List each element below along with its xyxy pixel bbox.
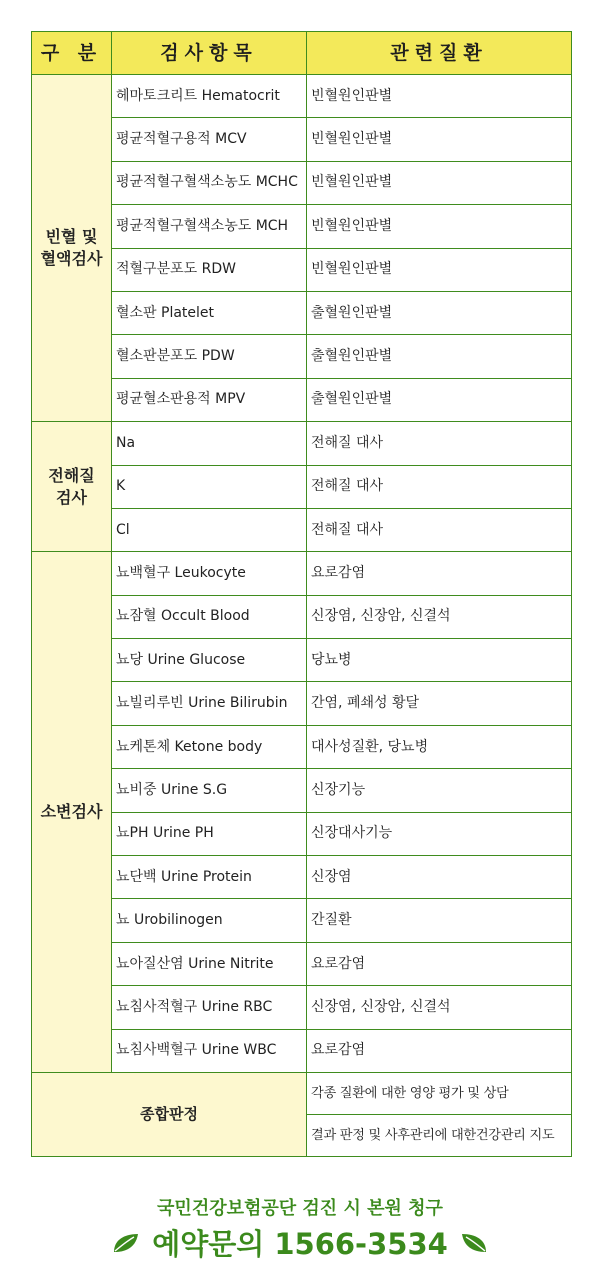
exam-table — [31, 31, 572, 1157]
related-disease: 당뇨병 — [307, 639, 572, 682]
table-row — [32, 769, 572, 812]
overall-judgment-detail: 결과 판정 및 사후관리에 대한건강관리 지도 — [307, 1114, 572, 1156]
table-row — [32, 1072, 572, 1114]
category-label: 빈혈 및 — [45, 227, 98, 247]
test-item: 뇨당 Urine Glucose — [112, 639, 307, 682]
test-item: 뇨침사백혈구 Urine WBC — [112, 1029, 307, 1072]
related-disease: 전해질 대사 — [307, 508, 572, 551]
table-row — [32, 942, 572, 985]
test-item: 뇨빌리루빈 Urine Bilirubin — [112, 682, 307, 725]
category-label: 혈액검사 — [40, 249, 103, 269]
related-disease: 신장기능 — [307, 769, 572, 812]
test-item: 뇨PH Urine PH — [112, 812, 307, 855]
test-item: 헤마토크리트 Hematocrit — [112, 75, 307, 118]
table-row — [32, 335, 572, 378]
table-row — [32, 161, 572, 204]
table-row — [32, 595, 572, 638]
table-row — [32, 725, 572, 768]
related-disease: 요로감염 — [307, 552, 572, 595]
test-item: 평균혈소판용적 MPV — [112, 378, 307, 421]
reservation-line — [0, 1222, 600, 1263]
related-disease: 빈혈원인판별 — [307, 161, 572, 204]
table-row — [32, 422, 572, 465]
test-item: 평균적혈구용적 MCV — [112, 118, 307, 161]
test-item: 뇨단백 Urine Protein — [112, 856, 307, 899]
test-item: 뇨침사적혈구 Urine RBC — [112, 986, 307, 1029]
test-item: 뇨아질산염 Urine Nitrite — [112, 942, 307, 985]
test-item: 혈소판 Platelet — [112, 291, 307, 334]
test-item: K — [112, 465, 307, 508]
test-item: 혈소판분포도 PDW — [112, 335, 307, 378]
related-disease: 전해질 대사 — [307, 422, 572, 465]
related-disease: 신장염 — [307, 856, 572, 899]
related-disease: 요로감염 — [307, 942, 572, 985]
table-row — [32, 291, 572, 334]
related-disease: 출혈원인판별 — [307, 335, 572, 378]
table-row — [32, 899, 572, 942]
category-cell — [32, 422, 112, 552]
header-category: 구 분 — [32, 32, 112, 75]
related-disease: 출혈원인판별 — [307, 378, 572, 421]
related-disease: 신장대사기능 — [307, 812, 572, 855]
reservation-phone[interactable]: 예약문의 1566-3534 — [152, 1227, 448, 1261]
table-row — [32, 986, 572, 1029]
header-item: 검사항목 — [112, 32, 307, 75]
related-disease: 빈혈원인판별 — [307, 248, 572, 291]
table-row — [32, 552, 572, 595]
test-item: 적혈구분포도 RDW — [112, 248, 307, 291]
category-label: 소변검사 — [40, 802, 103, 822]
category-cell — [32, 75, 112, 422]
insurance-note: 국민건강보험공단 검진 시 본원 청구 — [157, 1198, 443, 1219]
overall-judgment-label: 종합판정 — [32, 1072, 307, 1156]
test-item: 뇨백혈구 Leukocyte — [112, 552, 307, 595]
related-disease: 간염, 폐쇄성 황달 — [307, 682, 572, 725]
table-row — [32, 812, 572, 855]
related-disease: 간질환 — [307, 899, 572, 942]
test-item: 뇨잠혈 Occult Blood — [112, 595, 307, 638]
table-header-row — [32, 32, 572, 75]
test-item: 평균적혈구혈색소농도 MCH — [112, 205, 307, 248]
related-disease: 신장염, 신장암, 신결석 — [307, 986, 572, 1029]
table-row — [32, 378, 572, 421]
related-disease: 전해질 대사 — [307, 465, 572, 508]
table-row — [32, 205, 572, 248]
table-row — [32, 248, 572, 291]
test-item: Na — [112, 422, 307, 465]
table-row — [32, 465, 572, 508]
related-disease: 빈혈원인판별 — [307, 205, 572, 248]
test-item: 평균적혈구혈색소농도 MCHC — [112, 161, 307, 204]
test-item: Cl — [112, 508, 307, 551]
category-label: 전해질 — [48, 465, 95, 485]
leaf-icon — [460, 1232, 488, 1254]
table-row — [32, 75, 572, 118]
category-label: 검사 — [56, 487, 87, 507]
related-disease: 빈혈원인판별 — [307, 118, 572, 161]
table-row — [32, 1029, 572, 1072]
table-row — [32, 856, 572, 899]
test-item: 뇨케톤체 Ketone body — [112, 725, 307, 768]
category-cell — [32, 552, 112, 1073]
related-disease: 신장염, 신장암, 신결석 — [307, 595, 572, 638]
related-disease: 요로감염 — [307, 1029, 572, 1072]
table-row — [32, 508, 572, 551]
test-item: 뇨비중 Urine S.G — [112, 769, 307, 812]
table-row — [32, 118, 572, 161]
header-disease: 관련질환 — [307, 32, 572, 75]
related-disease: 대사성질환, 당뇨병 — [307, 725, 572, 768]
related-disease: 빈혈원인판별 — [307, 75, 572, 118]
table-row — [32, 682, 572, 725]
related-disease: 출혈원인판별 — [307, 291, 572, 334]
table-body — [32, 75, 572, 1157]
overall-judgment-detail: 각종 질환에 대한 영양 평가 및 상담 — [307, 1072, 572, 1114]
table-row — [32, 639, 572, 682]
test-item: 뇨 Urobilinogen — [112, 899, 307, 942]
leaf-icon — [112, 1232, 140, 1254]
